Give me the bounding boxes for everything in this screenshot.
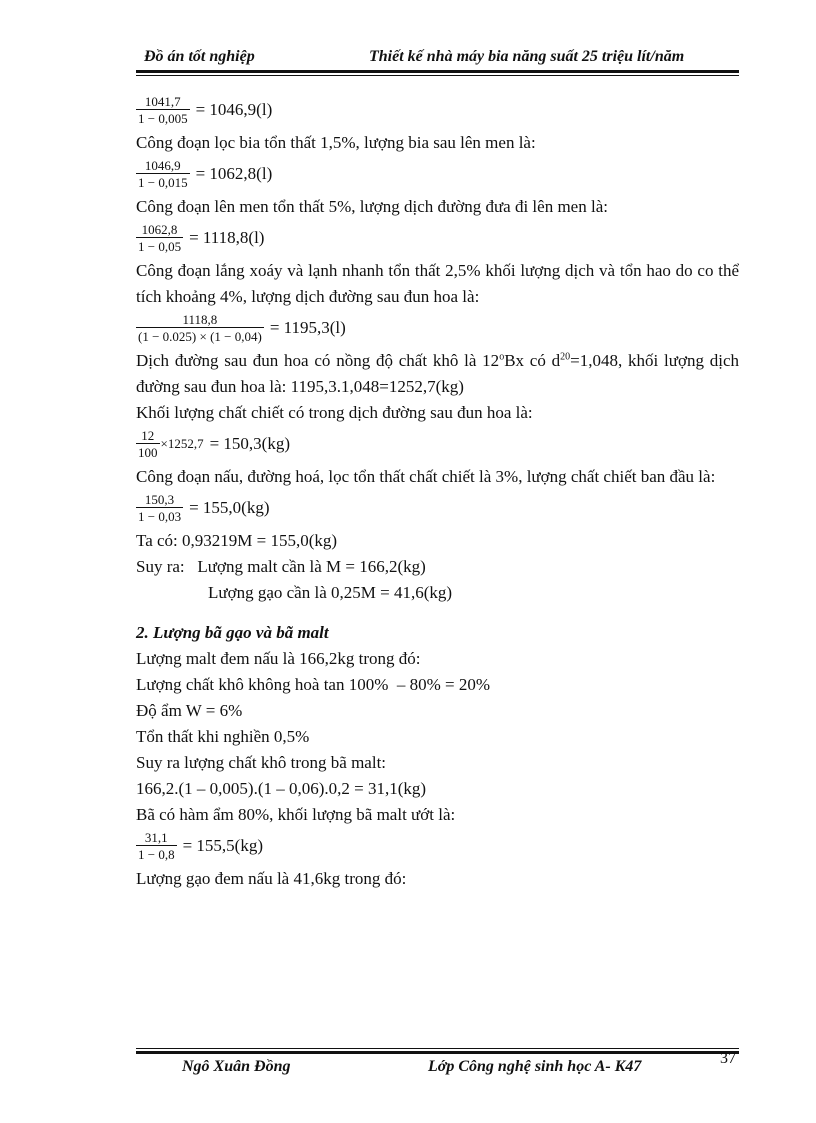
paragraph: Lượng malt đem nấu là 166,2kg trong đó:	[136, 649, 421, 668]
equation-5	[136, 428, 739, 460]
denominator: 1 − 0,005	[138, 111, 188, 126]
fraction	[136, 158, 190, 190]
equation-4	[136, 312, 739, 344]
paragraph: Lượng gạo cần là 0,25M = 41,6(kg)	[208, 583, 453, 602]
fraction	[136, 312, 264, 344]
equation-2	[136, 158, 739, 190]
denominator: 1 − 0,015	[138, 175, 188, 190]
fraction	[136, 830, 177, 862]
footer-class: Lớp Công nghệ sinh học A- K47	[428, 1058, 642, 1075]
header-rule-thick	[136, 70, 739, 73]
numerator: 150,3	[144, 492, 175, 507]
denominator: (1 − 0.025) × (1 − 0,04)	[138, 329, 262, 344]
numerator: 1118,8	[182, 312, 218, 327]
equation-result: = 1195,3(l)	[269, 318, 346, 337]
fraction	[136, 428, 160, 460]
paragraph: Suy ra: Lượng malt cần là M = 166,2(kg)	[136, 557, 426, 576]
denominator: 1 − 0,8	[138, 847, 175, 862]
equation-7	[136, 830, 739, 862]
footer-author: Ngô Xuân Đồng	[182, 1058, 291, 1075]
fraction	[136, 492, 183, 524]
degree-sign: o	[499, 351, 505, 363]
text-run: Dịch đường sau đun hoa có nồng độ chất khô là 12	[136, 351, 500, 370]
equation-result: = 155,0(kg)	[189, 498, 270, 517]
paragraph: Lượng chất khô không hoà tan 100% – 80% = 20%	[136, 675, 491, 694]
page-body	[136, 92, 739, 892]
paragraph: Công đoạn nấu, đường hoá, lọc tổn thất chất chiết là 3%, lượng chất chiết ban đầu là:	[136, 467, 716, 486]
denominator: 1 − 0,05	[138, 239, 182, 254]
equation-result: = 1118,8(l)	[189, 228, 265, 247]
text-run: Bx có d	[504, 351, 561, 370]
numerator: 12	[141, 428, 155, 443]
equation-result: = 1062,8(l)	[195, 164, 273, 183]
paragraph: Suy ra lượng chất khô trong bã malt:	[136, 753, 387, 772]
paragraph: Khối lượng chất chiết có trong dịch đường sau đun hoa là:	[136, 403, 533, 422]
paragraph: Lượng gạo đem nấu là 41,6kg trong đó:	[136, 869, 407, 888]
multiplier: ×1252,7	[160, 436, 204, 451]
paragraph: Ta có: 0,93219M = 155,0(kg)	[136, 531, 338, 550]
equation-3	[136, 222, 739, 254]
page-header	[136, 48, 739, 70]
header-rule-thin	[136, 75, 739, 76]
numerator: 1041,7	[144, 94, 181, 109]
paragraph: Tổn thất khi nghiền 0,5%	[136, 727, 310, 746]
denominator: 100	[138, 445, 158, 460]
equation-6	[136, 492, 739, 524]
paragraph: Bã có hàm ẩm 80%, khối lượng bã malt ướt là:	[136, 805, 456, 824]
numerator: 1062,8	[141, 222, 178, 237]
denominator: 1 − 0,03	[138, 509, 182, 524]
footer-rule-thick	[136, 1051, 739, 1054]
fraction	[136, 222, 183, 254]
paragraph	[136, 348, 739, 400]
equation-1	[136, 94, 739, 126]
equation-result: = 150,3(kg)	[209, 434, 291, 453]
numerator: 1046,9	[144, 158, 181, 173]
paragraph: Công đoạn lắng xoáy và lạnh nhanh tổn thất 2,5% khối lượng dịch và tổn hao do co thể tích khoảng 4%, lượng dịch đường sau đun hoa là:	[136, 261, 739, 306]
header-right-title: Thiết kế nhà máy bia năng suất 25 triệu lít/năm	[369, 48, 685, 65]
paragraph: Công đoạn lọc bia tổn thất 1,5%, lượng bia sau lên men là:	[136, 133, 536, 152]
superscript: 20	[560, 351, 571, 363]
text-run: =1,048, khối lượng dịch đường sau đun hoa là: 1195,3.1,048=1252,7(kg)	[136, 351, 739, 396]
numerator: 31,1	[144, 830, 168, 845]
footer-rule-thin	[136, 1048, 739, 1049]
header-left-title: Đồ án tốt nghiệp	[144, 48, 255, 65]
paragraph: Công đoạn lên men tổn thất 5%, lượng dịch đường đưa đi lên men là:	[136, 197, 608, 216]
equation-result: = 155,5(kg)	[182, 836, 264, 855]
paragraph: Độ ẩm W = 6%	[136, 701, 243, 720]
fraction	[136, 94, 190, 126]
equation-result: = 1046,9(l)	[195, 100, 273, 119]
page-number: 37	[720, 1050, 736, 1067]
paragraph: 166,2.(1 – 0,005).(1 – 0,06).0,2 = 31,1(kg)	[136, 779, 427, 798]
section-heading: 2. Lượng bã gạo và bã malt	[136, 623, 329, 642]
